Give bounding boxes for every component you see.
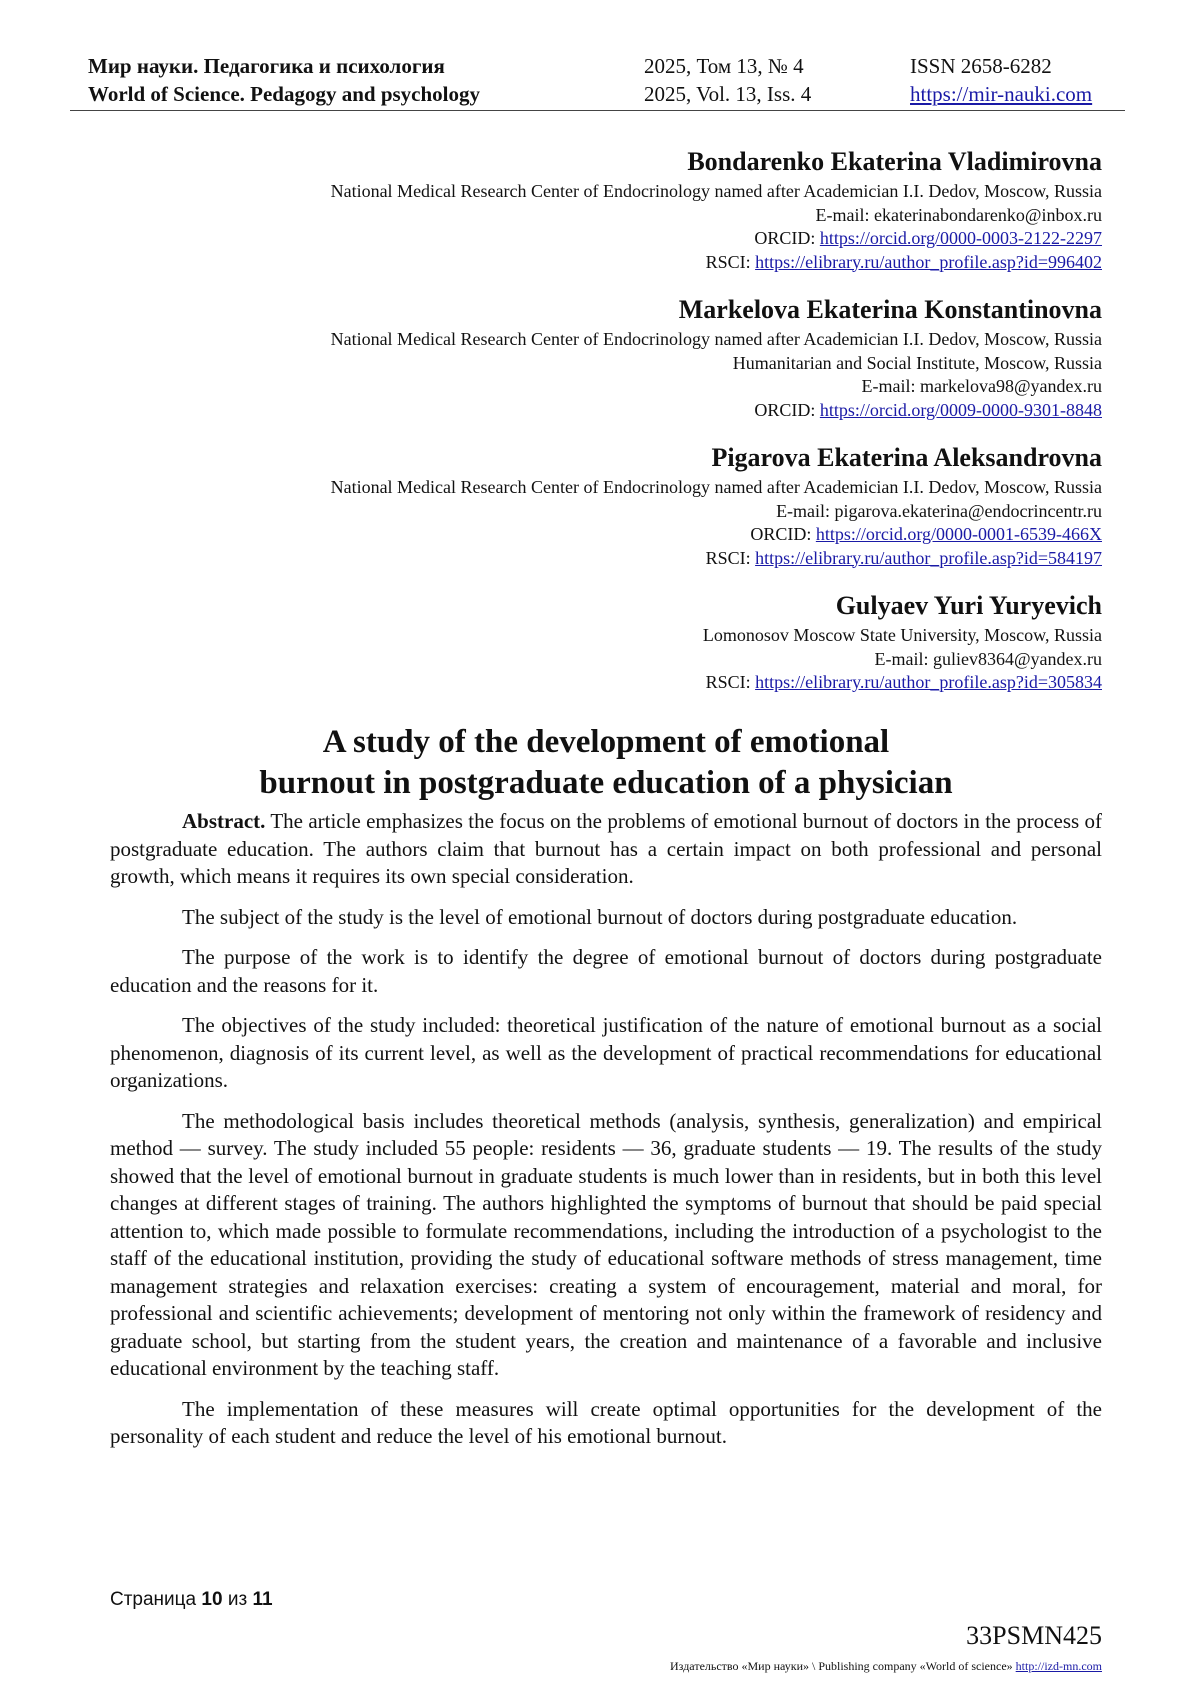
article-title-line: A study of the development of emotional	[322, 724, 890, 760]
journal-title-column	[88, 52, 648, 108]
publisher-link[interactable]: http://izd-mn.com	[1015, 1659, 1102, 1673]
header-divider	[70, 110, 1125, 111]
author-orcid: ORCID: https://orcid.org/0000-0003-2122-2297	[754, 228, 1102, 248]
publisher-line: Издательство «Мир науки» \ Publishing company «World of science» http://izd-mn.com	[670, 1659, 1102, 1673]
issue-ru: 2025, Том 13, № 4	[644, 54, 804, 78]
author-affiliation: National Medical Research Center of Endocrinology named after Academician I.I. Dedov, Moscow, Russia	[330, 329, 1102, 349]
author-orcid: ORCID: https://orcid.org/0009-0000-9301-8848	[754, 399, 1102, 420]
author-card	[110, 146, 1102, 274]
abstract-paragraph: The subject of the study is the level of emotional burnout of doctors during postgraduate education.	[182, 904, 1018, 929]
issue-en: 2025, Vol. 13, Iss. 4	[644, 82, 812, 106]
author-rsci: RSCI: https://elibrary.ru/author_profile.asp?id=996402	[705, 251, 1102, 272]
rsci-link[interactable]: https://elibrary.ru/author_profile.asp?id=305834	[755, 672, 1102, 692]
author-name: Bondarenko Ekaterina Vladimirovna	[687, 147, 1102, 176]
orcid-link[interactable]: https://orcid.org/0009-0000-9301-8848	[819, 399, 1102, 420]
author-rsci: RSCI: https://elibrary.ru/author_profile.asp?id=305834	[705, 672, 1102, 692]
orcid-link[interactable]: https://orcid.org/0000-0001-6539-466X	[815, 524, 1102, 544]
author-card	[110, 294, 1102, 422]
journal-site-link[interactable]: https://mir-nauki.com	[910, 82, 1093, 106]
issn: ISSN 2658-6282	[910, 54, 1052, 78]
author-affiliation: National Medical Research Center of Endocrinology named after Academician I.I. Dedov, Moscow, Russia	[330, 477, 1102, 497]
journal-title-en: World of Science. Pedagogy and psychology	[88, 82, 481, 106]
abstract-section	[110, 808, 1102, 1464]
author-affiliation: Lomonosov Moscow State University, Moscow, Russia	[702, 625, 1102, 645]
author-name: Pigarova Ekaterina Aleksandrovna	[711, 443, 1102, 472]
rsci-link[interactable]: https://elibrary.ru/author_profile.asp?id=996402	[755, 251, 1102, 272]
author-card	[110, 590, 1102, 695]
abstract-paragraph: The purpose of the work is to identify the degree of emotional burnout of doctors during postgraduate education and the reasons for it.	[110, 945, 1102, 997]
author-card	[110, 442, 1102, 570]
author-affiliation: National Medical Research Center of Endocrinology named after Academician I.I. Dedov, Moscow, Russia	[330, 181, 1102, 201]
article-code: 33PSMN425	[966, 1621, 1102, 1650]
issue-column	[644, 52, 904, 108]
author-rsci: RSCI: https://elibrary.ru/author_profile.asp?id=584197	[705, 547, 1102, 568]
author-email: E-mail: pigarova.ekaterina@endocrincentr.ru	[776, 500, 1102, 521]
abstract-paragraph: The implementation of these measures will create optimal opportunities for the development of the personality of each student and reduce the level of his emotional burnout.	[110, 1396, 1102, 1448]
author-affiliation: Humanitarian and Social Institute, Moscow, Russia	[732, 352, 1102, 373]
abstract-paragraph: Abstract. The article emphasizes the focus on the problems of emotional burnout of doctors in the process of postgraduate education. The authors claim that burnout has a certain impact on both professional and personal growth, which means it requires its own special consideration.	[110, 809, 1102, 888]
author-email: E-mail: markelova98@yandex.ru	[861, 376, 1102, 396]
issn-column	[910, 52, 1130, 108]
rsci-link[interactable]: https://elibrary.ru/author_profile.asp?id=584197	[755, 547, 1102, 568]
journal-title-ru: Мир науки. Педагогика и психология	[88, 54, 445, 78]
abstract-label: Abstract.	[182, 809, 266, 833]
author-email: E-mail: guliev8364@yandex.ru	[874, 648, 1102, 669]
author-name: Markelova Ekaterina Konstantinovna	[678, 295, 1102, 324]
authors-block	[110, 146, 1102, 715]
abstract-paragraph: The methodological basis includes theoretical methods (analysis, synthesis, generalization) and empirical method — survey. The study included 55 people: residents — 36, graduate students — 19. The results of the study showed that the level of emotional burnout in graduate students is much lower than in residents, but in both this level changes at different stages of training. The authors highlighted the symptoms of burnout that should be paid special attention to, which made possible to formulate recommendations, including the introduction of a psychologist to the staff of the educational institution, providing the study of educational software methods of stress management, time management strategies and relaxation exercises: creating a system of encouragement, material and moral, for professional and scientific achievements; development of mentoring not only within the framework of residency and graduate school, but starting from the student years, the creation and maintenance of a favorable and inclusive educational environment by the teaching staff.	[110, 1108, 1102, 1380]
author-email: E-mail: ekaterinabondarenko@inbox.ru	[815, 204, 1102, 225]
abstract-paragraph: The objectives of the study included: theoretical justification of the nature of emotional burnout as a social phenomenon, diagnosis of its current level, as well as the development of practical recommendations for educational organizations.	[110, 1013, 1102, 1092]
orcid-link[interactable]: https://orcid.org/0000-0003-2122-2297	[819, 228, 1102, 248]
author-orcid: ORCID: https://orcid.org/0000-0001-6539-466X	[750, 524, 1102, 544]
author-name: Gulyaev Yuri Yuryevich	[835, 591, 1102, 620]
article-title-line: burnout in postgraduate education of a physician	[259, 765, 953, 801]
page-number: Страница 10 из 11	[110, 1589, 273, 1610]
article-title	[110, 722, 1102, 804]
